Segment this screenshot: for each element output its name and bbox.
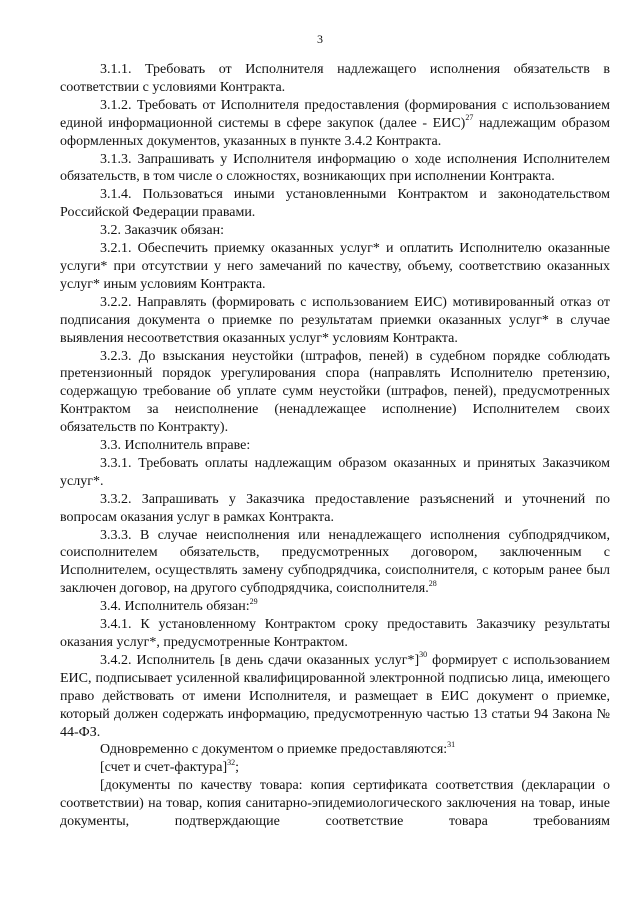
paragraph-3-2 bbox=[60, 222, 610, 240]
paragraph-text: 3.3.3. В случае неисполнения или ненадлежащего исполнения субподрядчиком, соисполнителем обязательств, предусмотренных договором, заключенным с Исполнителем, осуществлять замену субподрядчика, соисполнителя, с которым ранее был заключен договор, на другого субподрядчика, соисполнителя. bbox=[60, 527, 610, 597]
paragraph-3-3-1 bbox=[60, 455, 610, 491]
paragraph-3-2-2 bbox=[60, 294, 610, 348]
footnote-ref: 30 bbox=[419, 650, 428, 660]
paragraph-3-3-2 bbox=[60, 491, 610, 527]
paragraph-quality-documents bbox=[60, 777, 610, 831]
paragraph-documents-intro bbox=[60, 741, 610, 759]
paragraph-text: 3.3.1. Требовать оплаты надлежащим образом оказанных и принятых Заказчиком услуг*. bbox=[60, 455, 610, 489]
paragraph-text: 3.1.2. Требовать от Исполнителя предоставления (формирования с использованием единой информационной системы в сфере закупок (далее - ЕИС) bbox=[60, 97, 610, 131]
paragraph-text: 3.3. Исполнитель вправе: bbox=[100, 438, 251, 454]
paragraph-3-4-1 bbox=[60, 616, 610, 652]
paragraph-text: 3.2.1. Обеспечить приемку оказанных услуг* и оплатить Исполнителю оказанные услуги* при отсутствии у него замечаний по качеству, объему, соответствию оказанных услуг* иным условиям Контракта. bbox=[60, 241, 610, 292]
paragraph-3-1-2 bbox=[60, 97, 610, 151]
paragraph-3-3 bbox=[60, 437, 610, 455]
footnote-ref: 31 bbox=[447, 739, 456, 749]
paragraph-text: [счет и счет-фактура] bbox=[100, 760, 228, 776]
paragraph-text: 3.1.3. Запрашивать у Исполнителя информацию о ходе исполнения Исполнителем обязательств, в том числе о сложностях, возникающих при исполнении Контракта. bbox=[60, 151, 610, 185]
footnote-ref: 32 bbox=[227, 757, 236, 767]
paragraph-text: 3.1.1. Требовать от Исполнителя надлежащего исполнения обязательств в соответствии с условиями Контракта. bbox=[60, 62, 610, 95]
paragraph-text: [документы по качеству товара: копия сертификата соответствия (декларации о соответствии) на товар, копия санитарно-эпидемиологического заключения на товар, иные документы, подтверждающие соответствие товара требованиям bbox=[60, 778, 610, 830]
footnote-ref: 29 bbox=[249, 596, 258, 606]
paragraph-3-2-1 bbox=[60, 240, 610, 294]
paragraph-text: Одновременно с документом о приемке предоставляются: bbox=[100, 742, 448, 758]
paragraph-text-after: надлежащим образом оформленных документов, указанных в пункте 3.4.2 Контракта. bbox=[60, 115, 610, 149]
paragraph-invoice bbox=[60, 759, 610, 777]
paragraph-3-1-4 bbox=[60, 186, 610, 222]
paragraph-text: 3.3.2. Запрашивать у Заказчика предоставление разъяснений и уточнений по вопросам оказания услуг в рамках Контракта. bbox=[60, 491, 610, 525]
paragraph-3-1-3 bbox=[60, 151, 610, 187]
paragraph-text: 3.4.1. К установленному Контрактом сроку предоставить Заказчику результаты оказания услуг*, предусмотренные Контрактом. bbox=[60, 617, 610, 650]
footnote-ref: 28 bbox=[428, 578, 437, 588]
paragraph-3-3-3 bbox=[60, 527, 610, 599]
footnote-ref: 27 bbox=[465, 113, 474, 123]
page-number: 3 bbox=[317, 32, 323, 46]
paragraph-text: 3.2.2. Направлять (формировать с использованием ЕИС) мотивированный отказ от подписания документа о приемке по результатам приемки оказанных услуг* в случае выявления несоответствия оказанных услуг* условиям Контракта. bbox=[60, 294, 610, 346]
paragraph-text: 3.2.3. До взыскания неустойки (штрафов, пеней) в судебном порядке соблюдать претензионный порядок урегулирования спора (направлять Исполнителю претензию, содержащую требование об уплате сумм неустойки (штрафов, пеней), предусмотренных Контрактом за неисполнение (ненадлежащее исполнение) Исполнителем своих обязательств по Контракту). bbox=[60, 348, 610, 436]
paragraph-text-after: формирует с использованием ЕИС, подписывает усиленной квалифицированной электронной подписью лица, имеющего право действовать от имени Исполнителя, и размещает в ЕИС документ о приемке, который должен содержать информацию, предусмотренную частью 13 статьи 94 Закона № 44-ФЗ. bbox=[60, 652, 610, 740]
paragraph-text: 3.4.2. Исполнитель [в день сдачи оказанных услуг*] bbox=[100, 652, 420, 668]
document-body bbox=[60, 61, 610, 831]
paragraph-text: 3.2. Заказчик обязан: bbox=[100, 223, 224, 239]
paragraph-text: 3.1.4. Пользоваться иными установленными Контрактом и законодательством Российской Федерации правами. bbox=[60, 187, 610, 221]
paragraph-3-1-1 bbox=[60, 61, 610, 97]
paragraph-3-4 bbox=[60, 598, 610, 616]
paragraph-text: 3.4. Исполнитель обязан: bbox=[100, 599, 250, 615]
paragraph-text-after: ; bbox=[235, 760, 240, 776]
paragraph-3-2-3 bbox=[60, 348, 610, 438]
paragraph-3-4-2 bbox=[60, 652, 610, 742]
